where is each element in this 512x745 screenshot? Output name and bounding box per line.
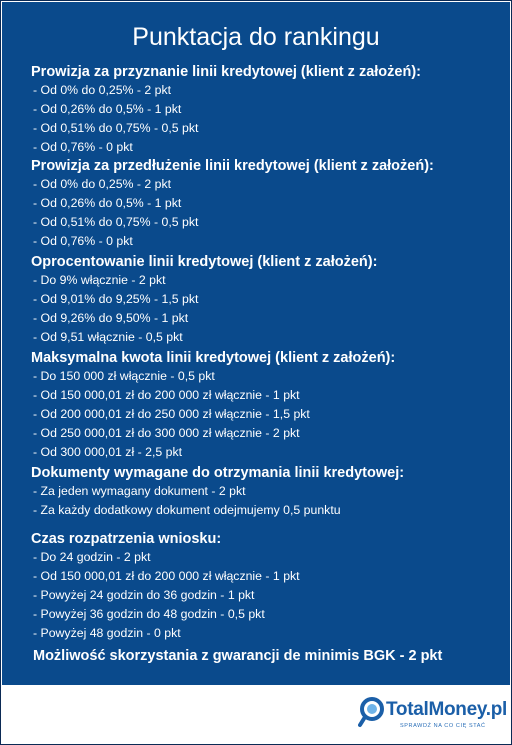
bgk-guarantee-line: Możliwość skorzystania z gwarancji de minimis BGK - 2 pkt (33, 648, 443, 664)
list-item: - Od 9,01% do 9,25% - 1,5 pkt (33, 292, 199, 306)
section-fee-grant (31, 63, 501, 157)
section-max-amount (31, 349, 501, 462)
section-list (31, 548, 501, 643)
list-item: - Od 200 000,01 zł do 250 000 zł włącznie - 1,5 pkt (33, 407, 310, 421)
list-item: - Powyżej 48 godzin - 0 pkt (33, 626, 181, 640)
list-item: - Od 150 000,01 zł do 200 000 zł włącznie - 1 pkt (33, 388, 300, 402)
list-item: - Od 0,76% - 0 pkt (33, 140, 133, 154)
section-heading: Maksymalna kwota linii kredytowej (klient z założeń): (31, 350, 396, 366)
section-heading: Dokumenty wymagane do otrzymania linii kredytowej: (31, 465, 405, 481)
section-heading: Oprocentowanie linii kredytowej (klient z założeń): (31, 254, 378, 270)
magnifier-icon (358, 695, 388, 731)
list-item: - Do 150 000 zł włącznie - 0,5 pkt (33, 369, 215, 383)
section-list (31, 81, 501, 157)
list-item: - Od 300 000,01 zł - 2,5 pkt (33, 445, 183, 459)
section-list (31, 271, 501, 347)
list-item: - Od 0% do 0,25% - 2 pkt (33, 177, 172, 191)
ranking-panel (2, 2, 510, 685)
list-item: - Od 9,26% do 9,50% - 1 pkt (33, 311, 189, 325)
list-item: - Od 0,51% do 0,75% - 0,5 pkt (33, 121, 199, 135)
section-fee-extension (31, 157, 501, 251)
logo-tagline: SPRAWDŹ NA CO CIĘ STAĆ (400, 723, 486, 729)
section-heading: Czas rozpatrzenia wniosku: (31, 531, 222, 547)
section-list (31, 482, 501, 520)
section-list (31, 175, 501, 251)
list-item: - Od 0,26% do 0,5% - 1 pkt (33, 196, 182, 210)
section-interest (31, 253, 501, 347)
list-item: - Do 24 godzin - 2 pkt (33, 550, 151, 564)
section-heading: Prowizja za przyznanie linii kredytowej (klient z założeń): (31, 64, 421, 80)
section-list (31, 367, 501, 462)
list-item: - Od 9,51 włącznie - 0,5 pkt (33, 330, 183, 344)
list-item: - Od 0,76% - 0 pkt (33, 234, 133, 248)
list-item: - Od 0% do 0,25% - 2 pkt (33, 83, 172, 97)
list-item: - Do 9% włącznie - 2 pkt (33, 273, 166, 287)
footer-bar (1, 685, 511, 744)
section-heading: Prowizja za przedłużenie linii kredytowej (klient z założeń): (31, 158, 434, 174)
section-processing-time (31, 530, 501, 643)
list-item: - Powyżej 24 godzin do 36 godzin - 1 pkt (33, 588, 255, 602)
list-item: - Od 0,26% do 0,5% - 1 pkt (33, 102, 182, 116)
section-documents (31, 464, 501, 520)
list-item: - Od 0,51% do 0,75% - 0,5 pkt (33, 215, 199, 229)
list-item: - Za każdy dodatkowy dokument odejmujemy 0,5 punktu (33, 503, 341, 517)
logo-wordmark: TotalMoney.pl (386, 699, 508, 720)
list-item: - Powyżej 36 godzin do 48 godzin - 0,5 pkt (33, 607, 265, 621)
page-title: Punktacja do rankingu (132, 23, 380, 51)
list-item: - Za jeden wymagany dokument - 2 pkt (33, 484, 246, 498)
list-item: - Od 150 000,01 zł do 200 000 zł włącznie - 1 pkt (33, 569, 300, 583)
totalmoney-logo (358, 695, 508, 740)
list-item: - Od 250 000,01 zł do 300 000 zł włącznie - 2 pkt (33, 426, 300, 440)
